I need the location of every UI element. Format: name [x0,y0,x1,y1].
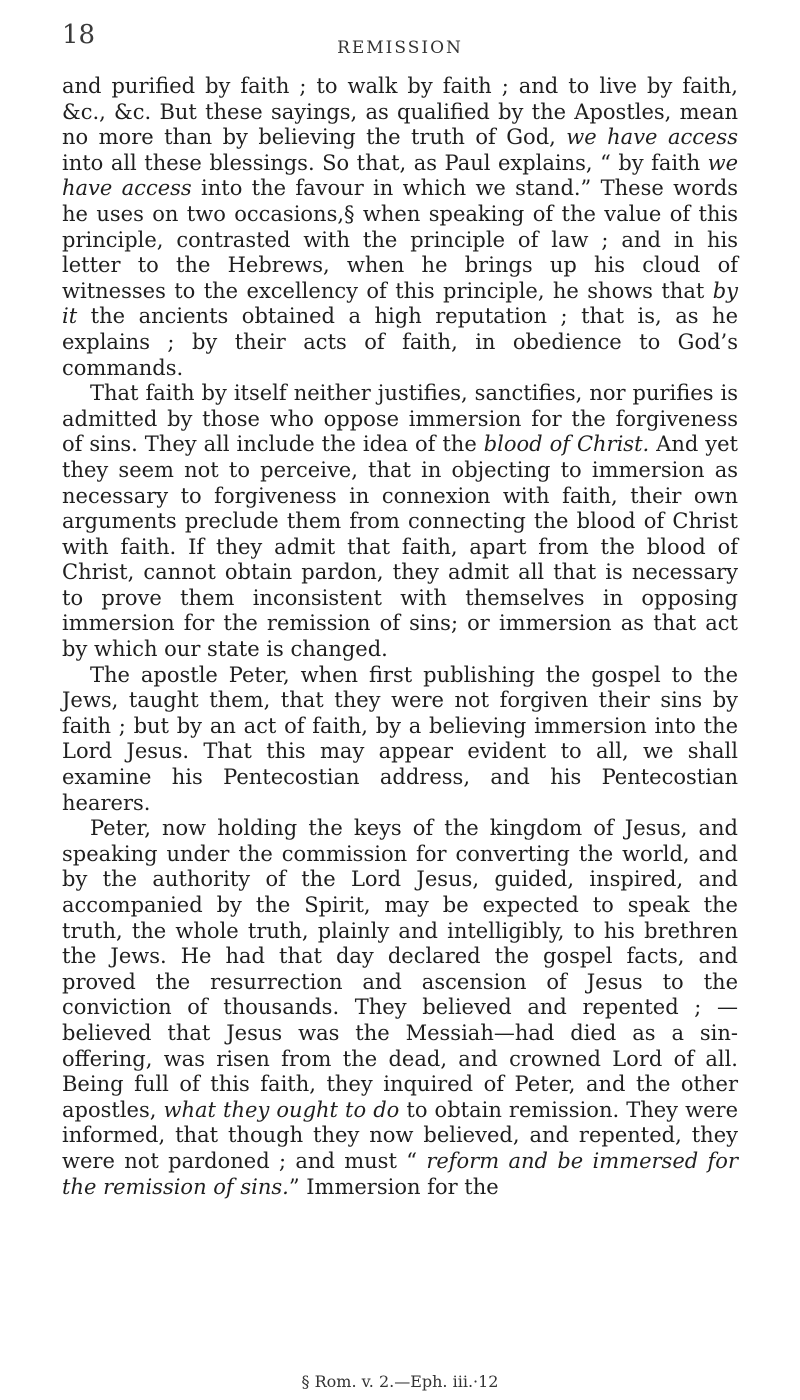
paragraph [62,816,738,1200]
text-run: the ancients obtained a high reputation ; that is, as he explains ; by their acts of faith, in obedience to God’s commands. [62,304,738,380]
italic-text: by it [62,278,738,329]
italic-text: we have access [566,125,738,150]
footnote: § Rom. v. 2.—Eph. iii.·12 [301,1372,499,1391]
page-number: 18 [62,20,96,50]
italic-text: blood of Christ. [483,432,650,457]
running-head: REMISSION [337,38,463,58]
text-run: and purified by faith ; to walk by faith ; and to live by faith, &c., &c. But these sayings, as qualified by the Apostles, mean no more than by believing the truth of God, [62,74,738,150]
body-text [62,74,738,1200]
italic-text: what they ought to do [163,1097,400,1122]
text-run: into all these blessings. So that, as Paul explains, “ by faith [62,150,708,175]
italic-text: reform and be immersed for the remission of sins. [62,1148,738,1199]
text-run: The apostle Peter, when first publishing the gospel to the Jews, taught them, that they were not forgiven their sins by faith ; but by an act of faith, by a believing immersion into the Lord Jesus. That this may appear evident to all, we shall examine his Pentecostian address, and his Pentecostian hearers. [62,662,738,815]
paragraph [62,663,738,817]
text-run: That faith by itself neither justifies, sanctifies, nor purifies is admitted by those who oppose immersion for the forgiveness of sins. They all include the idea of the [62,381,738,457]
text-run: to obtain remission. They were informed, that though they now believed, and repented, they were not pardoned ; and must “ [62,1097,738,1173]
text-run: Peter, now holding the keys of the kingdom of Jesus, and speaking under the commission for converting the world, and by the authority of the Lord Jesus, guided, inspired, and accompanied by the Spirit, may be expected to speak the truth, the whole truth, plainly and intelligibly, to his brethren the Jews. He had that day declared the gospel facts, and proved the resurrection and ascension of Jesus to the conviction of thousands. They believed and repented ; —believed that Jesus was the Messiah—had died as a sin-offering, was risen from the dead, and crowned Lord of all. Being full of this faith, they inquired of Peter, and the other apostles, [62,816,738,1122]
paragraph [62,381,738,663]
text-run: ” Immersion for the [288,1174,499,1199]
italic-text: we have access [62,150,738,201]
text-run: into the favour in which we stand.” These words he uses on two occasions,§ when speaking of the value of this principle, contrasted with the principle of law ; and in his letter to the Hebrews, when he brings up his cloud of witnesses to the excellency of this principle, he shows that [62,176,738,303]
text-run: And yet they seem not to perceive, that in objecting to immersion as necessary to forgiveness in connexion with faith, their own arguments preclude them from connecting the blood of Christ with faith. If they admit that faith, apart from the blood of Christ, cannot obtain pardon, they admit all that is necessary to prove them inconsistent with themselves in opposing immersion for the remission of sins; or immersion as that act by which our state is changed. [62,432,738,662]
paragraph [62,74,738,381]
